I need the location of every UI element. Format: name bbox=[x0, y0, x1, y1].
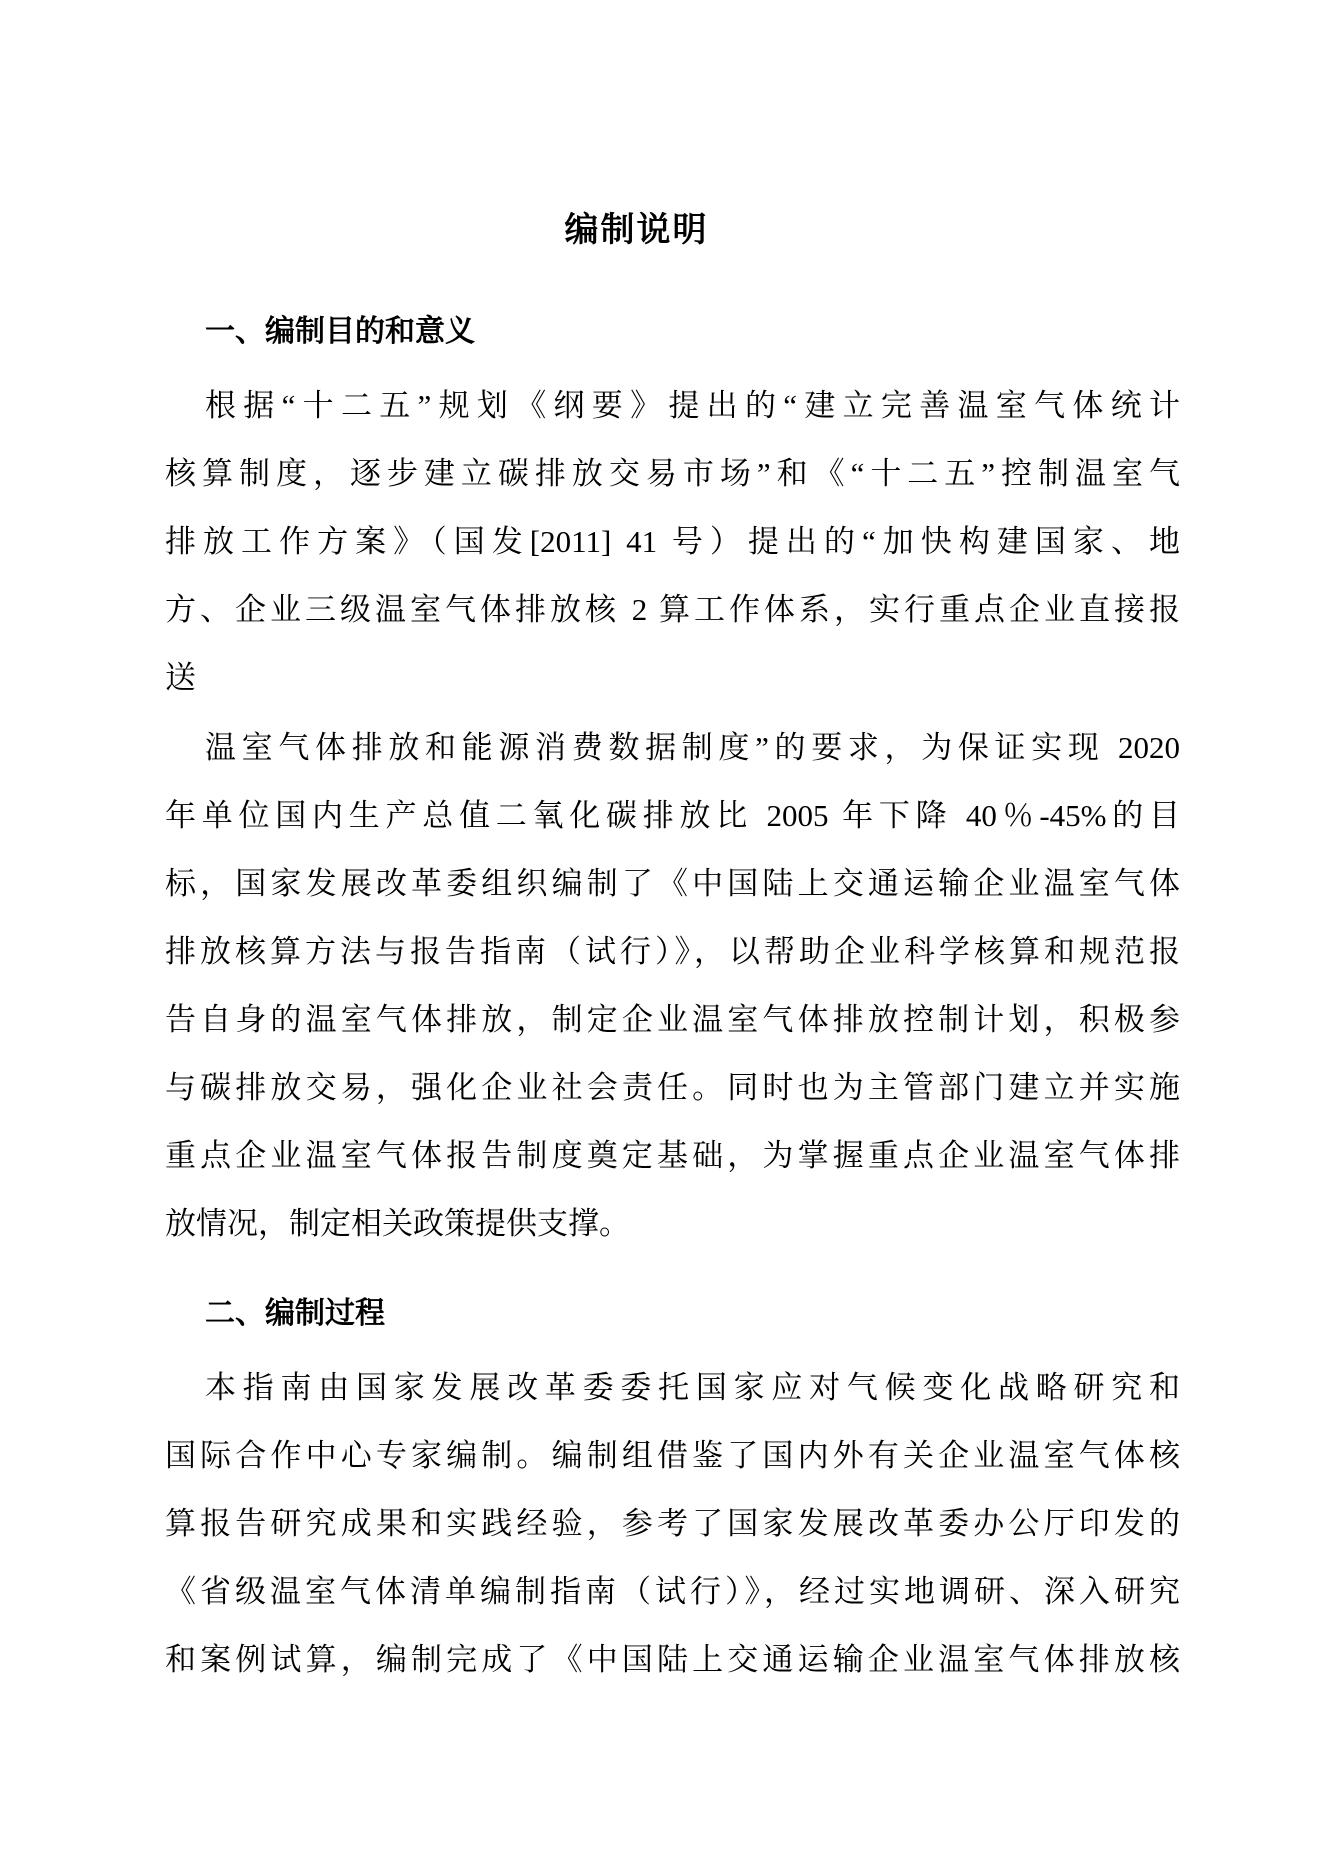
paragraph bbox=[165, 372, 1180, 712]
text-line: 标，国家发展改革委组织编制了《中国陆上交通运输企业温室气体 bbox=[165, 866, 1180, 901]
text-line: 送 bbox=[165, 660, 196, 695]
text-line: 核算制度，逐步建立碳排放交易市场”和《“十二五”控制温室气 bbox=[165, 456, 1180, 491]
text-line: 与碳排放交易，强化企业社会责任。同时也为主管部门建立并实施 bbox=[165, 1070, 1180, 1105]
text-line: 国际合作中心专家编制。编制组借鉴了国内外有关企业温室气体核 bbox=[165, 1438, 1180, 1473]
text-line: 《省级温室气体清单编制指南（试行）》，经过实地调研、深入研究 bbox=[165, 1574, 1180, 1609]
paragraph bbox=[165, 714, 1180, 1258]
text-line: 算报告研究成果和实践经验，参考了国家发展改革委办公厅印发的 bbox=[165, 1506, 1180, 1541]
text-line: 根据“十二五”规划《纲要》提出的“建立完善温室气体统计 bbox=[205, 388, 1180, 423]
document-body bbox=[165, 312, 1180, 1694]
document-section bbox=[165, 1294, 1180, 1694]
text-line: 告自身的温室气体排放，制定企业温室气体排放控制计划，积极参 bbox=[165, 1002, 1180, 1037]
document-title: 编制说明 bbox=[564, 211, 709, 249]
section-heading: 二、编制过程 bbox=[205, 1297, 385, 1330]
text-line: 放情况，制定相关政策提供支撑。 bbox=[165, 1206, 630, 1241]
text-line: 和案例试算，编制完成了《中国陆上交通运输企业温室气体排放核 bbox=[165, 1642, 1180, 1677]
section-heading: 一、编制目的和意义 bbox=[205, 315, 475, 348]
text-line: 方、企业三级温室气体排放核 2 算工作体系，实行重点企业直接报 bbox=[165, 592, 1180, 627]
paragraph bbox=[165, 1354, 1180, 1694]
text-line: 本指南由国家发展改革委委托国家应对气候变化战略研究和 bbox=[205, 1370, 1180, 1405]
document-section bbox=[165, 312, 1180, 1258]
document-content bbox=[165, 210, 1180, 1694]
text-line: 排放工作方案》（国发[2011] 41 号）提出的“加快构建国家、地 bbox=[165, 524, 1180, 559]
text-line: 年单位国内生产总值二氧化碳排放比 2005 年下降 40％-45%的目 bbox=[165, 798, 1180, 833]
text-line: 温室气体排放和能源消费数据制度”的要求，为保证实现 2020 bbox=[205, 730, 1180, 765]
text-line: 重点企业温室气体报告制度奠定基础，为掌握重点企业温室气体排 bbox=[165, 1138, 1180, 1173]
text-line: 排放核算方法与报告指南（试行）》，以帮助企业科学核算和规范报 bbox=[165, 934, 1180, 969]
